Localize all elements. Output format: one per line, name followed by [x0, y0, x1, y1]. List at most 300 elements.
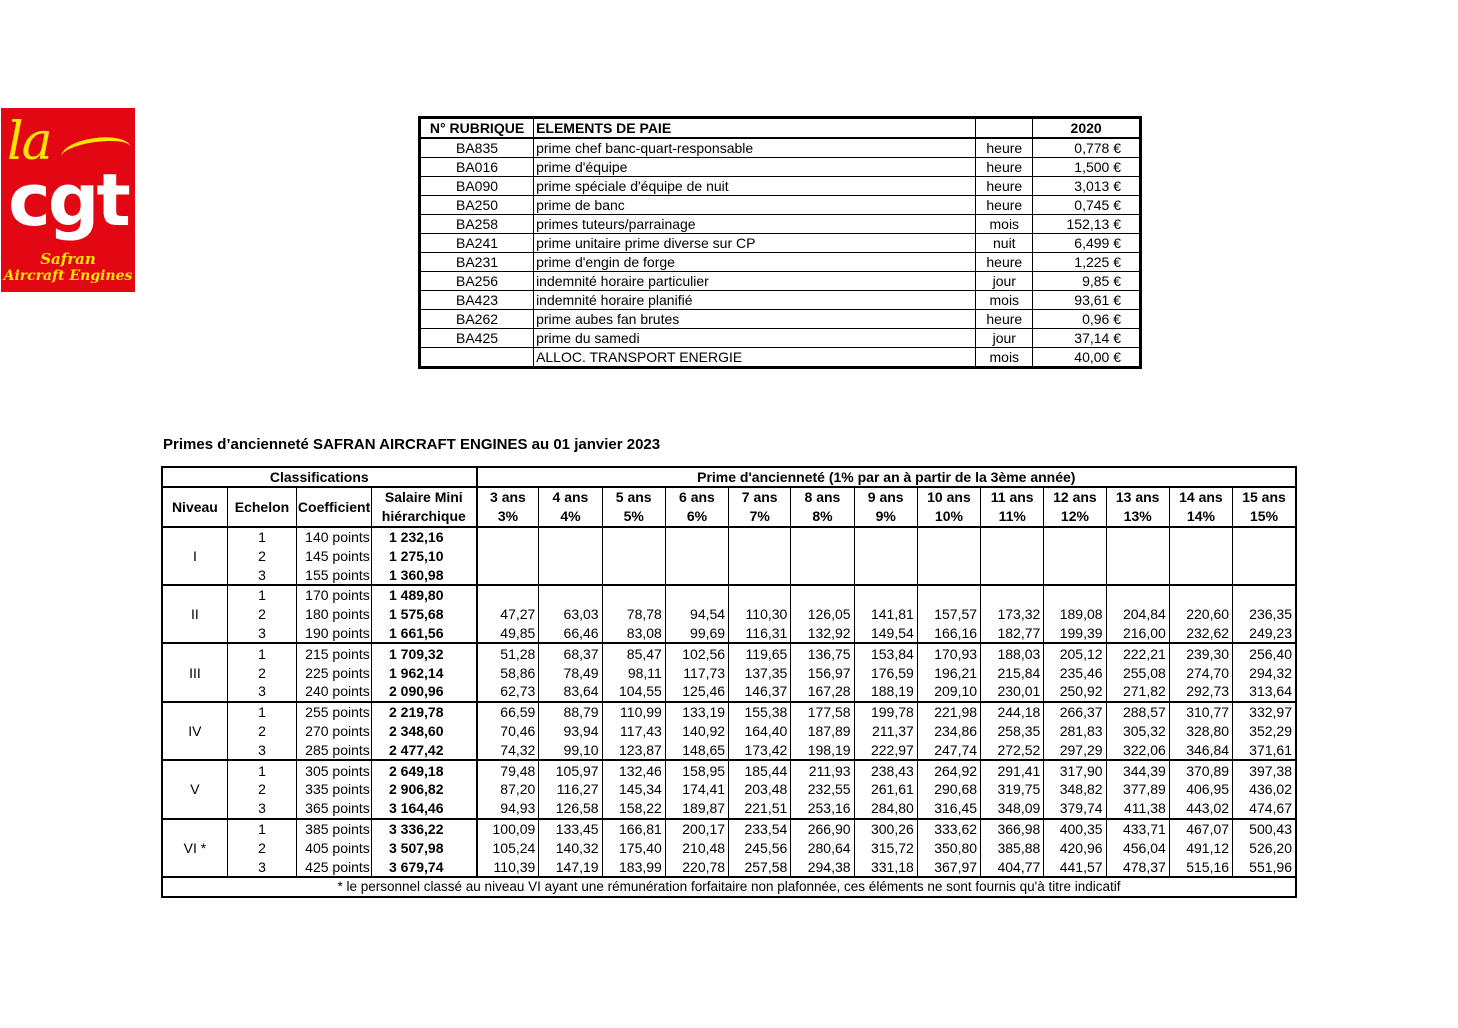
echelon-cell: 3	[227, 799, 296, 819]
year-header-13: 13 ans	[1106, 487, 1169, 507]
prime-cell: 177,58	[791, 702, 854, 722]
coefficient-cell: 215 points	[297, 643, 372, 663]
prime-cell: 183,99	[602, 857, 665, 877]
pay-row	[420, 234, 1141, 253]
pay-label: prime de banc	[534, 196, 976, 215]
prime-cell	[729, 585, 791, 605]
prime-cell: 332,97	[1233, 702, 1296, 722]
coefficient-cell: 180 points	[297, 605, 372, 624]
prime-cell: 85,47	[602, 643, 665, 663]
prime-cell	[791, 585, 854, 605]
coefficient-cell: 140 points	[297, 527, 372, 547]
prime-cell: 370,89	[1169, 760, 1232, 780]
coefficient-cell: 155 points	[297, 565, 372, 585]
prime-cell: 313,64	[1233, 682, 1296, 702]
pct-header-6: 6%	[665, 507, 728, 527]
prime-cell: 66,46	[539, 624, 602, 644]
pay-code: BA423	[420, 291, 534, 310]
prime-cell: 436,02	[1233, 780, 1296, 799]
prime-cell	[917, 527, 980, 547]
prime-cell: 187,89	[791, 722, 854, 741]
echelon-cell: 3	[227, 740, 296, 760]
year-header-4: 4 ans	[539, 487, 602, 507]
prime-cell: 104,55	[602, 682, 665, 702]
footnote-text: * le personnel classé au niveau VI ayant une rémunération forfaitaire non plafonnée, ces éléments ne sont fournis qu'à titre indicatif	[162, 877, 1296, 897]
prime-cell: 500,43	[1233, 819, 1296, 839]
pay-row	[420, 138, 1141, 158]
pay-value: 0,96 €	[1033, 310, 1141, 329]
pct-header-5: 5%	[602, 507, 665, 527]
year-header-5: 5 ans	[602, 487, 665, 507]
prime-cell: 102,56	[665, 643, 728, 663]
prime-cell: 235,46	[1044, 663, 1106, 682]
prime-cell: 236,35	[1233, 605, 1296, 624]
coefficient-cell: 385 points	[297, 819, 372, 839]
prime-cell: 433,71	[1106, 819, 1169, 839]
prime-cell	[729, 565, 791, 585]
prime-cell: 182,77	[981, 624, 1044, 644]
pct-header-8: 8%	[791, 507, 854, 527]
salaire-cell: 1 709,32	[372, 643, 477, 663]
prime-cell: 110,30	[729, 605, 791, 624]
prime-cell: 126,05	[791, 605, 854, 624]
prime-cell: 274,70	[1169, 663, 1232, 682]
echelon-cell: 2	[227, 838, 296, 857]
pct-header-11: 11%	[981, 507, 1044, 527]
prime-cell: 294,38	[791, 857, 854, 877]
prime-cell	[1169, 565, 1232, 585]
echelon-header: Echelon	[227, 487, 296, 527]
prime-cell: 153,84	[854, 643, 917, 663]
prime-cell	[1106, 585, 1169, 605]
pay-label: indemnité horaire planifié	[534, 291, 976, 310]
pay-unit: jour	[976, 272, 1033, 291]
prime-cell: 158,95	[665, 760, 728, 780]
prime-cell: 83,64	[539, 682, 602, 702]
pay-unit: heure	[976, 177, 1033, 196]
prime-cell: 230,01	[981, 682, 1044, 702]
prime-cell: 258,35	[981, 722, 1044, 741]
prime-cell: 272,52	[981, 740, 1044, 760]
prime-cell: 377,89	[1106, 780, 1169, 799]
prime-cell	[854, 565, 917, 585]
pay-label: primes tuteurs/parrainage	[534, 215, 976, 234]
prime-cell: 305,32	[1106, 722, 1169, 741]
prime-cell: 149,54	[854, 624, 917, 644]
pay-row	[420, 329, 1141, 348]
pay-label: prime d'engin de forge	[534, 253, 976, 272]
prime-cell: 66,59	[477, 702, 539, 722]
pay-value: 93,61 €	[1033, 291, 1141, 310]
prime-cell: 200,17	[665, 819, 728, 839]
prime-cell	[1044, 527, 1106, 547]
echelon-cell: 2	[227, 722, 296, 741]
prime-cell: 146,37	[729, 682, 791, 702]
echelon-cell: 2	[227, 546, 296, 565]
column-header-row-1	[162, 487, 1296, 507]
pay-unit: mois	[976, 291, 1033, 310]
prime-cell	[981, 527, 1044, 547]
prime-cell: 350,80	[917, 838, 980, 857]
prime-cell	[981, 585, 1044, 605]
prime-cell: 110,99	[602, 702, 665, 722]
prime-cell: 247,74	[917, 740, 980, 760]
niveau-cell: II	[162, 585, 227, 643]
prime-cell: 189,08	[1044, 605, 1106, 624]
prime-cell: 117,43	[602, 722, 665, 741]
prime-cell: 79,48	[477, 760, 539, 780]
echelon-cell: 3	[227, 857, 296, 877]
coefficient-cell: 335 points	[297, 780, 372, 799]
prime-cell	[729, 527, 791, 547]
prime-cell: 87,20	[477, 780, 539, 799]
prime-cell	[1169, 585, 1232, 605]
coefficient-cell: 190 points	[297, 624, 372, 644]
prime-cell	[854, 585, 917, 605]
pay-unit: mois	[976, 348, 1033, 368]
prime-cell: 140,92	[665, 722, 728, 741]
salaire-cell: 2 477,42	[372, 740, 477, 760]
prime-cell	[665, 585, 728, 605]
prime-cell	[1106, 546, 1169, 565]
prime-cell: 74,32	[477, 740, 539, 760]
prime-cell: 173,42	[729, 740, 791, 760]
prime-cell: 346,84	[1169, 740, 1232, 760]
prime-cell	[477, 527, 539, 547]
niveau-cell: I	[192, 547, 197, 564]
prime-cell: 220,60	[1169, 605, 1232, 624]
pct-header-9: 9%	[854, 507, 917, 527]
pay-unit: heure	[976, 138, 1033, 158]
prime-cell: 352,29	[1233, 722, 1296, 741]
prime-cell: 316,45	[917, 799, 980, 819]
prime-cell: 221,98	[917, 702, 980, 722]
prime-cell: 137,35	[729, 663, 791, 682]
prime-cell: 441,57	[1044, 857, 1106, 877]
prime-cell: 63,03	[539, 605, 602, 624]
pay-row	[420, 253, 1141, 272]
prime-cell: 467,07	[1169, 819, 1232, 839]
echelon-cell: 3	[227, 624, 296, 644]
prime-cell: 116,31	[729, 624, 791, 644]
prime-cell: 203,48	[729, 780, 791, 799]
prime-cell: 94,54	[665, 605, 728, 624]
seniority-table-body	[162, 527, 1296, 877]
prime-cell: 367,97	[917, 857, 980, 877]
echelon-cell: 1	[227, 760, 296, 780]
coefficient-cell: 365 points	[297, 799, 372, 819]
pay-value: 0,745 €	[1033, 196, 1141, 215]
prime-cell	[1106, 527, 1169, 547]
pay-unit: heure	[976, 196, 1033, 215]
pay-value: 1,225 €	[1033, 253, 1141, 272]
pay-unit: nuit	[976, 234, 1033, 253]
prime-cell: 140,32	[539, 838, 602, 857]
seniority-row	[162, 760, 1296, 780]
seniority-row	[162, 682, 1296, 702]
prime-cell: 105,24	[477, 838, 539, 857]
prime-cell: 123,87	[602, 740, 665, 760]
coefficient-cell: 240 points	[297, 682, 372, 702]
prime-cell: 167,28	[791, 682, 854, 702]
pay-value: 37,14 €	[1033, 329, 1141, 348]
prime-cell: 222,21	[1106, 643, 1169, 663]
pay-code: BA241	[420, 234, 534, 253]
prime-cell: 290,68	[917, 780, 980, 799]
prime-cell: 456,04	[1106, 838, 1169, 857]
prime-cell: 51,28	[477, 643, 539, 663]
cgt-safran-logo	[1, 108, 135, 292]
echelon-cell: 3	[227, 565, 296, 585]
prime-anciennete-header: Prime d'ancienneté (1% par an à partir de la 3ème année)	[477, 467, 1296, 487]
pay-code: BA231	[420, 253, 534, 272]
logo-la-text: la	[7, 112, 51, 172]
salaire-cell: 1 360,98	[372, 565, 477, 585]
pay-code: BA250	[420, 196, 534, 215]
logo-aircraft-engines-text: Aircraft Engines	[3, 268, 133, 284]
prime-cell: 209,10	[917, 682, 980, 702]
prime-cell: 145,34	[602, 780, 665, 799]
prime-cell: 244,18	[981, 702, 1044, 722]
salaire-cell: 1 232,16	[372, 527, 477, 547]
prime-cell: 257,58	[729, 857, 791, 877]
year-header-8: 8 ans	[791, 487, 854, 507]
prime-cell	[665, 527, 728, 547]
prime-cell: 147,19	[539, 857, 602, 877]
header-rubrique: N° RUBRIQUE	[420, 118, 534, 139]
prime-cell: 155,38	[729, 702, 791, 722]
prime-cell: 400,35	[1044, 819, 1106, 839]
pct-header-14: 14%	[1169, 507, 1232, 527]
pay-value: 3,013 €	[1033, 177, 1141, 196]
salaire-cell: 3 507,98	[372, 838, 477, 857]
prime-cell: 328,80	[1169, 722, 1232, 741]
prime-cell: 271,82	[1106, 682, 1169, 702]
pay-row	[420, 348, 1141, 368]
prime-cell: 210,48	[665, 838, 728, 857]
prime-cell: 315,72	[854, 838, 917, 857]
prime-cell	[477, 565, 539, 585]
header-unit	[976, 118, 1033, 139]
prime-cell: 119,65	[729, 643, 791, 663]
echelon-cell: 2	[227, 605, 296, 624]
prime-cell	[539, 546, 602, 565]
pay-value: 6,499 €	[1033, 234, 1141, 253]
pay-code: BA262	[420, 310, 534, 329]
seniority-row	[162, 663, 1296, 682]
pay-row	[420, 196, 1141, 215]
prime-cell	[539, 527, 602, 547]
prime-cell: 70,46	[477, 722, 539, 741]
salaire-cell: 1 962,14	[372, 663, 477, 682]
prime-cell: 136,75	[791, 643, 854, 663]
prime-cell: 245,56	[729, 838, 791, 857]
header-elements: ELEMENTS DE PAIE	[534, 118, 976, 139]
prime-cell: 158,22	[602, 799, 665, 819]
year-header-11: 11 ans	[981, 487, 1044, 507]
prime-cell: 515,16	[1169, 857, 1232, 877]
prime-cell: 125,46	[665, 682, 728, 702]
prime-cell: 397,38	[1233, 760, 1296, 780]
prime-cell: 173,32	[981, 605, 1044, 624]
prime-cell: 288,57	[1106, 702, 1169, 722]
coefficient-header: Coefficient	[297, 487, 372, 527]
footnote-row	[162, 877, 1296, 897]
prime-cell	[477, 585, 539, 605]
pay-row	[420, 272, 1141, 291]
pay-code: BA835	[420, 138, 534, 158]
salaire-cell: 2 348,60	[372, 722, 477, 741]
prime-cell: 78,49	[539, 663, 602, 682]
prime-cell: 404,77	[981, 857, 1044, 877]
coefficient-cell: 255 points	[297, 702, 372, 722]
prime-cell: 292,73	[1169, 682, 1232, 702]
prime-cell: 221,51	[729, 799, 791, 819]
prime-cell: 188,19	[854, 682, 917, 702]
salaire-cell: 3 336,22	[372, 819, 477, 839]
prime-cell: 310,77	[1169, 702, 1232, 722]
prime-cell	[981, 546, 1044, 565]
seniority-row	[162, 702, 1296, 722]
echelon-cell: 1	[227, 702, 296, 722]
salaire-header-line1: Salaire Mini	[372, 487, 477, 507]
niveau-cell: III	[162, 643, 227, 701]
prime-cell: 478,37	[1106, 857, 1169, 877]
prime-cell	[1044, 585, 1106, 605]
prime-cell: 99,10	[539, 740, 602, 760]
prime-cell	[1044, 565, 1106, 585]
prime-cell: 222,97	[854, 740, 917, 760]
year-header-9: 9 ans	[854, 487, 917, 507]
pct-header-3: 3%	[477, 507, 539, 527]
prime-cell	[854, 527, 917, 547]
prime-cell: 322,06	[1106, 740, 1169, 760]
echelon-cell: 2	[227, 663, 296, 682]
prime-cell: 205,12	[1044, 643, 1106, 663]
pay-unit: heure	[976, 158, 1033, 177]
niveau-cell: VI *	[162, 819, 227, 877]
prime-cell	[917, 565, 980, 585]
prime-cell: 49,85	[477, 624, 539, 644]
pay-label: prime chef banc-quart-responsable	[534, 138, 976, 158]
prime-cell: 371,61	[1233, 740, 1296, 760]
prime-cell	[1106, 565, 1169, 585]
prime-cell: 100,09	[477, 819, 539, 839]
seniority-row	[162, 624, 1296, 644]
echelon-cell: 1	[227, 585, 296, 605]
prime-cell: 156,97	[791, 663, 854, 682]
pay-label: prime du samedi	[534, 329, 976, 348]
salaire-cell: 1 575,68	[372, 605, 477, 624]
prime-cell: 68,37	[539, 643, 602, 663]
prime-cell: 319,75	[981, 780, 1044, 799]
pay-row	[420, 158, 1141, 177]
prime-cell: 238,43	[854, 760, 917, 780]
prime-cell: 255,08	[1106, 663, 1169, 682]
pay-unit: mois	[976, 215, 1033, 234]
salaire-cell: 2 090,96	[372, 682, 477, 702]
prime-cell: 110,39	[477, 857, 539, 877]
prime-cell	[1233, 546, 1296, 565]
prime-cell: 199,78	[854, 702, 917, 722]
coefficient-cell: 305 points	[297, 760, 372, 780]
prime-cell: 551,96	[1233, 857, 1296, 877]
echelon-cell: 1	[227, 643, 296, 663]
prime-cell: 99,69	[665, 624, 728, 644]
pct-header-10: 10%	[917, 507, 980, 527]
prime-cell: 166,81	[602, 819, 665, 839]
salaire-cell: 3 679,74	[372, 857, 477, 877]
prime-cell	[791, 565, 854, 585]
pay-code: BA425	[420, 329, 534, 348]
year-header-3: 3 ans	[477, 487, 539, 507]
prime-cell	[917, 585, 980, 605]
pay-label: prime unitaire prime diverse sur CP	[534, 234, 976, 253]
year-header-15: 15 ans	[1233, 487, 1296, 507]
pay-code: BA258	[420, 215, 534, 234]
coefficient-cell: 425 points	[297, 857, 372, 877]
pay-row	[420, 215, 1141, 234]
prime-cell: 291,41	[981, 760, 1044, 780]
prime-cell: 256,40	[1233, 643, 1296, 663]
echelon-cell: 1	[227, 527, 296, 547]
seniority-row	[162, 527, 1296, 547]
prime-cell: 317,90	[1044, 760, 1106, 780]
prime-cell: 300,26	[854, 819, 917, 839]
pay-label: prime spéciale d'équipe de nuit	[534, 177, 976, 196]
prime-cell: 249,23	[1233, 624, 1296, 644]
prime-cell: 199,39	[1044, 624, 1106, 644]
prime-cell: 281,83	[1044, 722, 1106, 741]
prime-cell: 411,38	[1106, 799, 1169, 819]
salaire-cell: 2 906,82	[372, 780, 477, 799]
prime-cell	[1233, 585, 1296, 605]
prime-cell: 58,86	[477, 663, 539, 682]
prime-cell: 385,88	[981, 838, 1044, 857]
prime-cell	[539, 585, 602, 605]
prime-cell	[791, 527, 854, 547]
prime-cell: 406,95	[1169, 780, 1232, 799]
prime-cell: 239,30	[1169, 643, 1232, 663]
prime-cell	[1233, 565, 1296, 585]
coefficient-cell: 145 points	[297, 546, 372, 565]
prime-cell: 126,58	[539, 799, 602, 819]
prime-cell	[602, 546, 665, 565]
prime-cell	[1233, 527, 1296, 547]
pay-label: prime d'équipe	[534, 158, 976, 177]
prime-cell: 176,59	[854, 663, 917, 682]
logo-safran-text: Safran	[40, 250, 96, 268]
prime-cell: 266,90	[791, 819, 854, 839]
coefficient-cell: 270 points	[297, 722, 372, 741]
seniority-row	[162, 838, 1296, 857]
pct-header-13: 13%	[1106, 507, 1169, 527]
prime-cell: 253,16	[791, 799, 854, 819]
prime-cell	[791, 546, 854, 565]
prime-cell: 164,40	[729, 722, 791, 741]
prime-cell: 232,55	[791, 780, 854, 799]
prime-cell	[602, 565, 665, 585]
prime-cell: 204,84	[1106, 605, 1169, 624]
prime-cell	[665, 546, 728, 565]
seniority-row	[162, 780, 1296, 799]
pay-label: indemnité horaire particulier	[534, 272, 976, 291]
pay-value: 152,13 €	[1033, 215, 1141, 234]
prime-cell: 98,11	[602, 663, 665, 682]
prime-cell: 284,80	[854, 799, 917, 819]
coefficient-cell: 405 points	[297, 838, 372, 857]
prime-cell: 62,73	[477, 682, 539, 702]
